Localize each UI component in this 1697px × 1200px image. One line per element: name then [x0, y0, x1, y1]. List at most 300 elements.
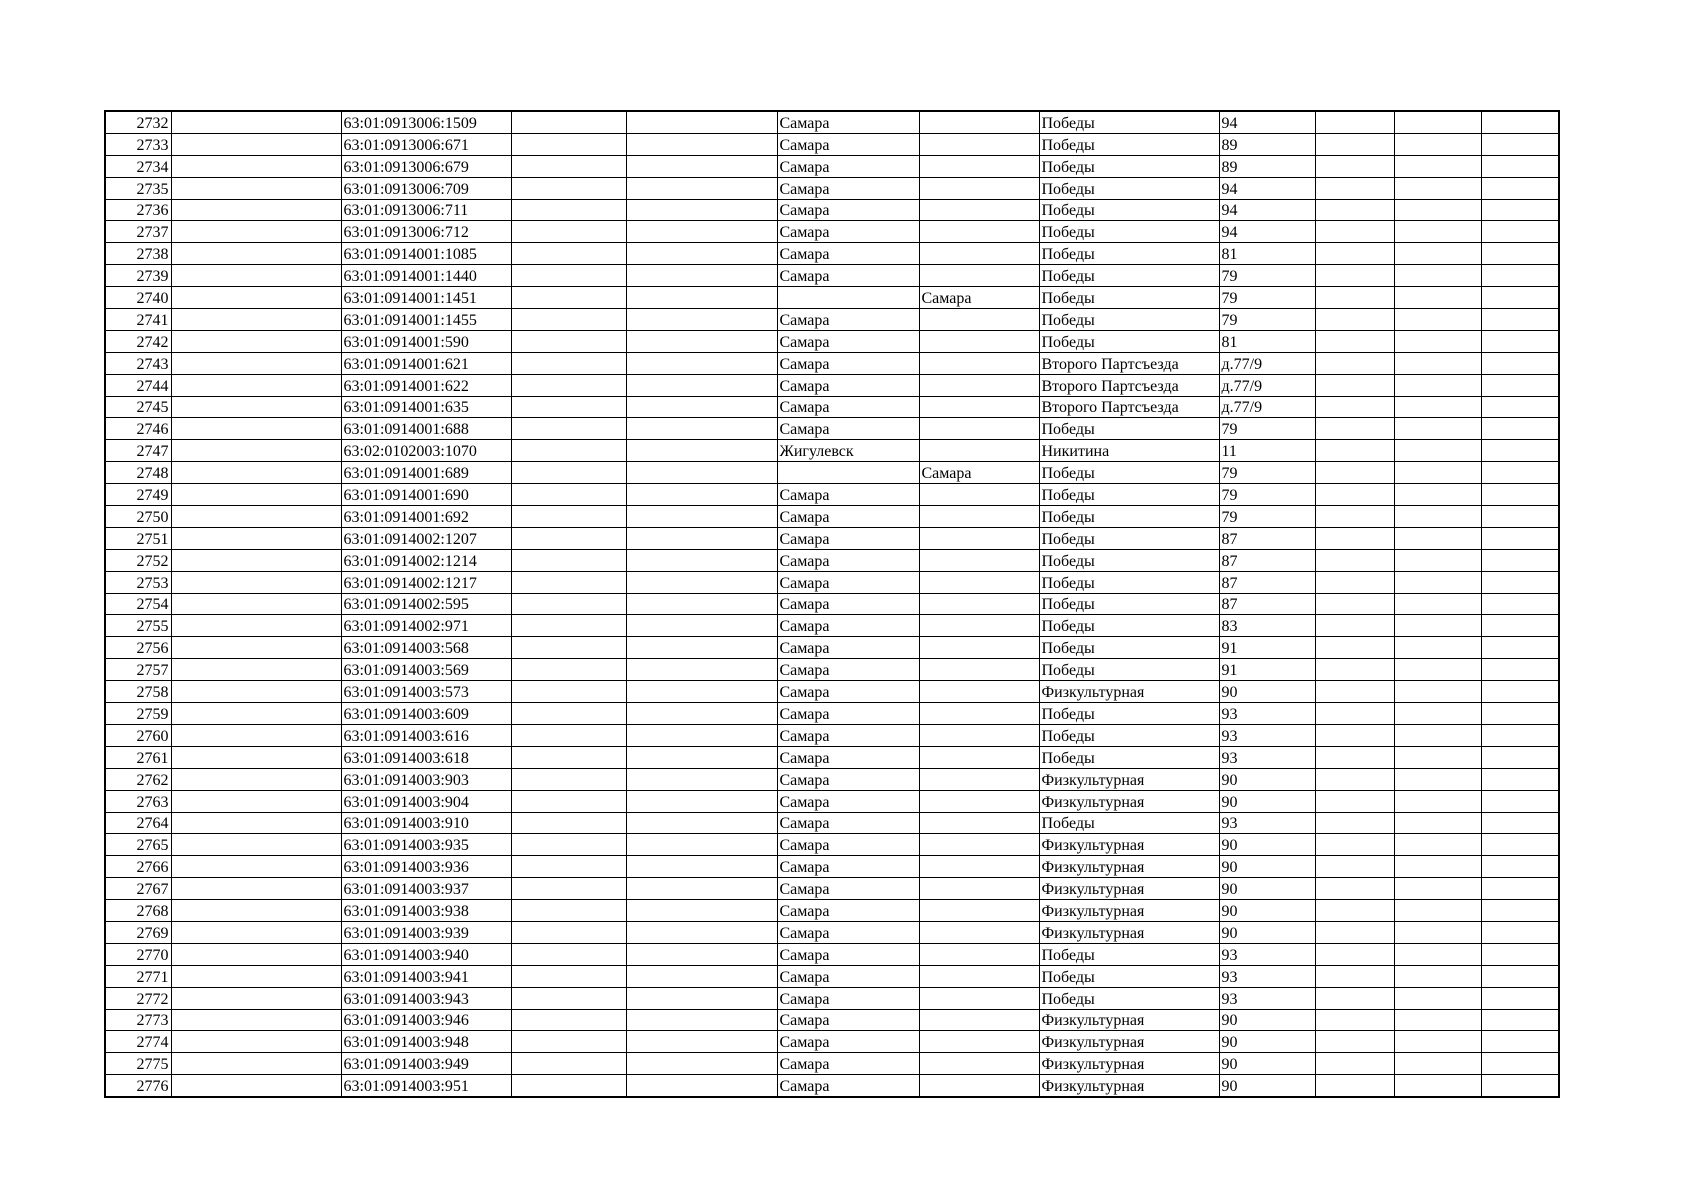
settlement-cell: [919, 177, 1039, 199]
table-row: [105, 484, 1559, 506]
empty-cell: [511, 462, 626, 484]
empty-cell: [1315, 221, 1394, 243]
table-row: [105, 900, 1559, 922]
table-row: [105, 834, 1559, 856]
empty-cell: [1315, 527, 1394, 549]
empty-cell: [1394, 527, 1481, 549]
empty-cell: [511, 834, 626, 856]
empty-cell: [1315, 571, 1394, 593]
empty-cell: [171, 703, 341, 725]
empty-cell: [1315, 155, 1394, 177]
settlement-cell: [919, 221, 1039, 243]
empty-cell: [1394, 243, 1481, 265]
empty-cell: [1394, 133, 1481, 155]
cadastral-number-cell: 63:01:0914003:948: [341, 1031, 511, 1053]
empty-cell: [1315, 440, 1394, 462]
table-row: [105, 703, 1559, 725]
cadastral-number-cell: 63:01:0913006:671: [341, 133, 511, 155]
house-number-cell: 90: [1219, 768, 1315, 790]
cadastral-number-cell: 63:01:0914002:1214: [341, 549, 511, 571]
empty-cell: [1315, 352, 1394, 374]
empty-cell: [626, 703, 777, 725]
house-number-cell: 79: [1219, 309, 1315, 331]
settlement-cell: [919, 790, 1039, 812]
settlement-cell: [919, 1053, 1039, 1075]
cadastral-number-cell: 63:01:0914002:971: [341, 615, 511, 637]
table-row: [105, 593, 1559, 615]
cadastral-number-cell: 63:01:0914003:946: [341, 1009, 511, 1031]
empty-cell: [1394, 790, 1481, 812]
cadastral-number-cell: 63:01:0914001:622: [341, 374, 511, 396]
empty-cell: [1394, 374, 1481, 396]
empty-cell: [1315, 506, 1394, 528]
empty-cell: [1315, 746, 1394, 768]
house-number-cell: 90: [1219, 834, 1315, 856]
empty-cell: [626, 921, 777, 943]
empty-cell: [1481, 527, 1559, 549]
empty-cell: [1315, 790, 1394, 812]
empty-cell: [1394, 900, 1481, 922]
row-number-cell: 2745: [105, 396, 171, 418]
city-cell: Самара: [777, 199, 919, 221]
empty-cell: [511, 309, 626, 331]
row-number-cell: 2766: [105, 856, 171, 878]
empty-cell: [1394, 768, 1481, 790]
street-cell: Физкультурная: [1039, 681, 1219, 703]
row-number-cell: 2767: [105, 878, 171, 900]
empty-cell: [511, 418, 626, 440]
table-row: [105, 352, 1559, 374]
table-row: [105, 1075, 1559, 1097]
row-number-cell: 2772: [105, 987, 171, 1009]
table-row: [105, 987, 1559, 1009]
city-cell: Самара: [777, 768, 919, 790]
city-cell: Самара: [777, 878, 919, 900]
house-number-cell: д.77/9: [1219, 374, 1315, 396]
table-row: [105, 243, 1559, 265]
empty-cell: [1394, 878, 1481, 900]
empty-cell: [1394, 637, 1481, 659]
empty-cell: [1481, 900, 1559, 922]
empty-cell: [511, 812, 626, 834]
empty-cell: [1394, 506, 1481, 528]
row-number-cell: 2750: [105, 506, 171, 528]
cadastral-number-cell: 63:01:0914001:590: [341, 330, 511, 352]
empty-cell: [1394, 921, 1481, 943]
cadastral-number-cell: 63:01:0914003:937: [341, 878, 511, 900]
empty-cell: [626, 987, 777, 1009]
street-cell: Физкультурная: [1039, 856, 1219, 878]
house-number-cell: 91: [1219, 659, 1315, 681]
table-row: [105, 549, 1559, 571]
cadastral-number-cell: 63:01:0914001:689: [341, 462, 511, 484]
city-cell: Самара: [777, 155, 919, 177]
empty-cell: [511, 571, 626, 593]
street-cell: Победы: [1039, 659, 1219, 681]
city-cell: Самара: [777, 396, 919, 418]
empty-cell: [511, 396, 626, 418]
empty-cell: [1315, 418, 1394, 440]
empty-cell: [1481, 746, 1559, 768]
empty-cell: [1481, 418, 1559, 440]
table-row: [105, 943, 1559, 965]
row-number-cell: 2742: [105, 330, 171, 352]
empty-cell: [1481, 287, 1559, 309]
empty-cell: [511, 506, 626, 528]
settlement-cell: [919, 1075, 1039, 1097]
empty-cell: [626, 1031, 777, 1053]
row-number-cell: 2769: [105, 921, 171, 943]
empty-cell: [511, 177, 626, 199]
empty-cell: [1315, 1053, 1394, 1075]
empty-cell: [626, 418, 777, 440]
table-row: [105, 177, 1559, 199]
empty-cell: [1394, 1031, 1481, 1053]
street-cell: Победы: [1039, 133, 1219, 155]
empty-cell: [626, 856, 777, 878]
empty-cell: [626, 637, 777, 659]
street-cell: Победы: [1039, 484, 1219, 506]
row-number-cell: 2773: [105, 1009, 171, 1031]
empty-cell: [1394, 396, 1481, 418]
empty-cell: [626, 659, 777, 681]
empty-cell: [1394, 834, 1481, 856]
empty-cell: [171, 1075, 341, 1097]
city-cell: Самара: [777, 746, 919, 768]
empty-cell: [171, 790, 341, 812]
row-number-cell: 2739: [105, 265, 171, 287]
empty-cell: [1481, 856, 1559, 878]
empty-cell: [1481, 812, 1559, 834]
empty-cell: [626, 724, 777, 746]
empty-cell: [171, 527, 341, 549]
city-cell: Самара: [777, 812, 919, 834]
empty-cell: [171, 921, 341, 943]
street-cell: Победы: [1039, 309, 1219, 331]
empty-cell: [1394, 309, 1481, 331]
empty-cell: [1315, 637, 1394, 659]
table-row: [105, 1009, 1559, 1031]
empty-cell: [511, 155, 626, 177]
house-number-cell: 93: [1219, 987, 1315, 1009]
cadastral-number-cell: 63:01:0914003:609: [341, 703, 511, 725]
empty-cell: [511, 330, 626, 352]
table-row: [105, 790, 1559, 812]
empty-cell: [1481, 768, 1559, 790]
house-number-cell: 93: [1219, 703, 1315, 725]
empty-cell: [626, 681, 777, 703]
house-number-cell: 94: [1219, 111, 1315, 133]
row-number-cell: 2741: [105, 309, 171, 331]
empty-cell: [171, 637, 341, 659]
settlement-cell: [919, 965, 1039, 987]
empty-cell: [511, 878, 626, 900]
empty-cell: [511, 637, 626, 659]
empty-cell: [1315, 330, 1394, 352]
empty-cell: [1394, 1009, 1481, 1031]
house-number-cell: 91: [1219, 637, 1315, 659]
empty-cell: [511, 484, 626, 506]
street-cell: Физкультурная: [1039, 1009, 1219, 1031]
street-cell: Победы: [1039, 746, 1219, 768]
table-row: [105, 287, 1559, 309]
settlement-cell: [919, 155, 1039, 177]
empty-cell: [511, 243, 626, 265]
empty-cell: [1315, 921, 1394, 943]
empty-cell: [1394, 681, 1481, 703]
empty-cell: [1481, 1075, 1559, 1097]
settlement-cell: [919, 921, 1039, 943]
empty-cell: [1481, 965, 1559, 987]
city-cell: Самара: [777, 177, 919, 199]
row-number-cell: 2736: [105, 199, 171, 221]
empty-cell: [1315, 133, 1394, 155]
empty-cell: [1481, 133, 1559, 155]
city-cell: Самара: [777, 309, 919, 331]
street-cell: Победы: [1039, 527, 1219, 549]
row-number-cell: 2735: [105, 177, 171, 199]
empty-cell: [626, 177, 777, 199]
empty-cell: [626, 943, 777, 965]
empty-cell: [1315, 943, 1394, 965]
settlement-cell: [919, 418, 1039, 440]
empty-cell: [626, 309, 777, 331]
empty-cell: [511, 724, 626, 746]
empty-cell: [171, 659, 341, 681]
settlement-cell: [919, 440, 1039, 462]
empty-cell: [171, 199, 341, 221]
table-row: [105, 571, 1559, 593]
empty-cell: [511, 593, 626, 615]
table-row: [105, 681, 1559, 703]
city-cell: Самара: [777, 1075, 919, 1097]
settlement-cell: [919, 265, 1039, 287]
table-row: [105, 1031, 1559, 1053]
street-cell: Победы: [1039, 703, 1219, 725]
street-cell: Физкультурная: [1039, 768, 1219, 790]
empty-cell: [1315, 374, 1394, 396]
settlement-cell: [919, 681, 1039, 703]
empty-cell: [1315, 287, 1394, 309]
empty-cell: [511, 659, 626, 681]
street-cell: Физкультурная: [1039, 900, 1219, 922]
house-number-cell: 79: [1219, 462, 1315, 484]
street-cell: Второго Партсъезда: [1039, 374, 1219, 396]
table-row: [105, 506, 1559, 528]
empty-cell: [1394, 155, 1481, 177]
empty-cell: [1394, 462, 1481, 484]
empty-cell: [1315, 1075, 1394, 1097]
cadastral-number-cell: 63:01:0914003:940: [341, 943, 511, 965]
street-cell: Победы: [1039, 987, 1219, 1009]
empty-cell: [1481, 506, 1559, 528]
empty-cell: [626, 790, 777, 812]
empty-cell: [171, 506, 341, 528]
row-number-cell: 2738: [105, 243, 171, 265]
empty-cell: [511, 965, 626, 987]
empty-cell: [626, 965, 777, 987]
empty-cell: [626, 571, 777, 593]
cadastral-number-cell: 63:01:0914003:935: [341, 834, 511, 856]
cadastral-number-cell: 63:01:0914001:1440: [341, 265, 511, 287]
empty-cell: [171, 965, 341, 987]
empty-cell: [626, 878, 777, 900]
cadastral-number-cell: 63:01:0914003:910: [341, 812, 511, 834]
street-cell: Победы: [1039, 330, 1219, 352]
table-row: [105, 746, 1559, 768]
city-cell: Самара: [777, 965, 919, 987]
row-number-cell: 2748: [105, 462, 171, 484]
empty-cell: [1481, 309, 1559, 331]
city-cell: Самара: [777, 703, 919, 725]
table-row: [105, 724, 1559, 746]
city-cell: [777, 287, 919, 309]
row-number-cell: 2764: [105, 812, 171, 834]
cadastral-number-cell: 63:01:0914002:595: [341, 593, 511, 615]
empty-cell: [1481, 352, 1559, 374]
empty-cell: [1481, 571, 1559, 593]
house-number-cell: 81: [1219, 243, 1315, 265]
empty-cell: [511, 221, 626, 243]
empty-cell: [1481, 834, 1559, 856]
empty-cell: [511, 1009, 626, 1031]
register-table: [104, 110, 1560, 1098]
empty-cell: [171, 812, 341, 834]
settlement-cell: [919, 834, 1039, 856]
table-row: [105, 265, 1559, 287]
empty-cell: [1481, 1031, 1559, 1053]
empty-cell: [171, 681, 341, 703]
empty-cell: [171, 549, 341, 571]
empty-cell: [1315, 724, 1394, 746]
settlement-cell: [919, 878, 1039, 900]
cadastral-number-cell: 63:01:0913006:679: [341, 155, 511, 177]
city-cell: Самара: [777, 352, 919, 374]
empty-cell: [511, 133, 626, 155]
cadastral-number-cell: 63:01:0914001:1451: [341, 287, 511, 309]
street-cell: Победы: [1039, 462, 1219, 484]
empty-cell: [171, 396, 341, 418]
empty-cell: [171, 484, 341, 506]
street-cell: Физкультурная: [1039, 790, 1219, 812]
empty-cell: [171, 155, 341, 177]
empty-cell: [1315, 703, 1394, 725]
row-number-cell: 2744: [105, 374, 171, 396]
settlement-cell: [919, 527, 1039, 549]
house-number-cell: 90: [1219, 1009, 1315, 1031]
settlement-cell: [919, 549, 1039, 571]
city-cell: Самара: [777, 834, 919, 856]
street-cell: Физкультурная: [1039, 1031, 1219, 1053]
street-cell: Второго Партсъезда: [1039, 396, 1219, 418]
empty-cell: [171, 746, 341, 768]
empty-cell: [171, 1053, 341, 1075]
empty-cell: [1315, 111, 1394, 133]
table-row: [105, 111, 1559, 133]
empty-cell: [626, 265, 777, 287]
cadastral-number-cell: 63:01:0914003:904: [341, 790, 511, 812]
empty-cell: [171, 111, 341, 133]
empty-cell: [1394, 287, 1481, 309]
empty-cell: [626, 615, 777, 637]
empty-cell: [1394, 812, 1481, 834]
street-cell: Победы: [1039, 506, 1219, 528]
house-number-cell: 79: [1219, 287, 1315, 309]
settlement-cell: [919, 1009, 1039, 1031]
row-number-cell: 2775: [105, 1053, 171, 1075]
empty-cell: [626, 287, 777, 309]
empty-cell: [1394, 1075, 1481, 1097]
empty-cell: [626, 352, 777, 374]
empty-cell: [171, 133, 341, 155]
city-cell: Самара: [777, 987, 919, 1009]
empty-cell: [1315, 768, 1394, 790]
row-number-cell: 2749: [105, 484, 171, 506]
row-number-cell: 2753: [105, 571, 171, 593]
house-number-cell: 93: [1219, 943, 1315, 965]
house-number-cell: 79: [1219, 484, 1315, 506]
cadastral-number-cell: 63:01:0914003:949: [341, 1053, 511, 1075]
street-cell: Победы: [1039, 549, 1219, 571]
empty-cell: [1315, 878, 1394, 900]
house-number-cell: 90: [1219, 878, 1315, 900]
city-cell: Самара: [777, 921, 919, 943]
settlement-cell: [919, 111, 1039, 133]
city-cell: Самара: [777, 790, 919, 812]
empty-cell: [1394, 221, 1481, 243]
empty-cell: [1315, 396, 1394, 418]
city-cell: Самара: [777, 506, 919, 528]
empty-cell: [1394, 177, 1481, 199]
empty-cell: [171, 724, 341, 746]
empty-cell: [511, 287, 626, 309]
table-row: [105, 330, 1559, 352]
city-cell: Самара: [777, 1031, 919, 1053]
settlement-cell: [919, 506, 1039, 528]
empty-cell: [1481, 987, 1559, 1009]
row-number-cell: 2746: [105, 418, 171, 440]
empty-cell: [171, 374, 341, 396]
cadastral-number-cell: 63:01:0914001:621: [341, 352, 511, 374]
empty-cell: [171, 287, 341, 309]
empty-cell: [1394, 484, 1481, 506]
settlement-cell: Самара: [919, 287, 1039, 309]
empty-cell: [171, 987, 341, 1009]
empty-cell: [171, 221, 341, 243]
settlement-cell: [919, 396, 1039, 418]
empty-cell: [511, 900, 626, 922]
street-cell: Победы: [1039, 265, 1219, 287]
empty-cell: [1481, 221, 1559, 243]
city-cell: Самара: [777, 1009, 919, 1031]
empty-cell: [171, 243, 341, 265]
empty-cell: [626, 243, 777, 265]
empty-cell: [1481, 1009, 1559, 1031]
settlement-cell: [919, 746, 1039, 768]
empty-cell: [1394, 440, 1481, 462]
cadastral-number-cell: 63:01:0914003:938: [341, 900, 511, 922]
empty-cell: [1315, 900, 1394, 922]
cadastral-number-cell: 63:01:0914003:903: [341, 768, 511, 790]
empty-cell: [626, 812, 777, 834]
settlement-cell: [919, 812, 1039, 834]
empty-cell: [1315, 593, 1394, 615]
settlement-cell: Самара: [919, 462, 1039, 484]
cadastral-number-cell: 63:01:0914003:618: [341, 746, 511, 768]
empty-cell: [1481, 593, 1559, 615]
city-cell: Самара: [777, 330, 919, 352]
empty-cell: [1394, 703, 1481, 725]
